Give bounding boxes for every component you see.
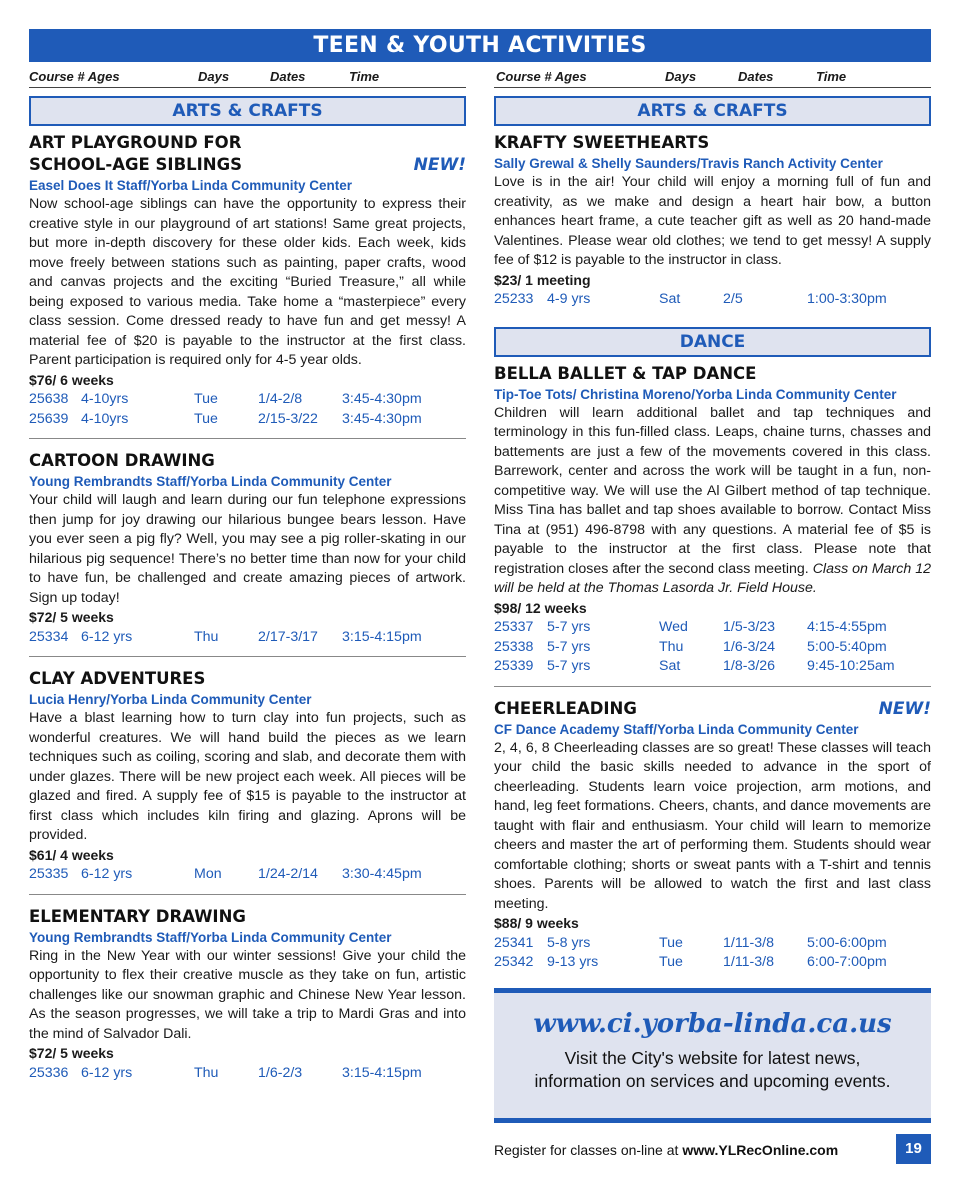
course-title: CARTOON DRAWING: [29, 451, 215, 470]
course-price: $23/ 1 meeting: [494, 271, 591, 288]
session-row: 25338 5-7 yrs Thu 1/6-3/24 5:00-5:40pm: [494, 638, 887, 655]
course-description: Ring in the New Year with our winter sessions! Give your child the opportunity to flex their creative muscle as they take on fun, artistic challenges like our snowman graphic and Chinese New Year lesson. As the season progresses, we will take a trip to Mardi Gras and into the mind of Salvador Dali.: [29, 947, 466, 1042]
course-clay-adventures: [29, 656, 466, 885]
course-instructor: Sally Grewal & Shelly Saunders/Travis Ranch Activity Center: [494, 156, 883, 171]
course-description: Now school-age siblings can have the opportunity to express their creative style in our playground of art stations! Same great projects, but more in-depth discovery for these older kids. Each week, kids move freely between stations such as painting, paper crafts, wood and canvas projects and the exciting “Buried Treasure,” all while being exposed to various media. Take home a “masterpiece” every class session. Come dressed ready to have fun and get messy! A material fee of $20 is payable to the instructor at the first class. Parent participation is required only for 4-5 year olds.: [29, 196, 466, 368]
course-price: $72/ 5 weeks: [29, 1045, 114, 1061]
header-course: Course # Ages: [496, 69, 587, 84]
course-title: ELEMENTARY DRAWING: [29, 906, 246, 926]
course-cheerleading: [494, 686, 931, 973]
header-dates: Dates: [738, 69, 774, 84]
footer-register: Register for classes on-line at www.YLRecOnline.com: [494, 1142, 839, 1158]
course-price: $88/ 9 weeks: [494, 915, 579, 931]
session-row: 25639 4-10yrs Tue 2/15-3/22 3:45-4:30pm: [29, 410, 422, 427]
session-row: 25341 5-8 yrs Tue 1/11-3/8 5:00-6:00pm: [494, 934, 887, 951]
left-column: [29, 66, 466, 1083]
course-instructor: CF Dance Academy Staff/Yorba Linda Community Center: [494, 721, 859, 737]
course-instructor: Lucia Henry/Yorba Linda Community Center: [29, 692, 312, 707]
course-instructor: Tip-Toe Tots/ Christina Moreno/Yorba Linda Community Center: [494, 386, 897, 402]
session-row: 25342 9-13 yrs Tue 1/11-3/8 6:00-7:00pm: [494, 954, 887, 970]
session-row: 25335 6-12 yrs Mon 1/24-2/14 3:30-4:45pm: [29, 866, 422, 882]
page-banner: TEEN & YOUTH ACTIVITIES: [29, 29, 931, 62]
section-arts-crafts: ARTS & CRAFTS: [29, 96, 466, 126]
new-badge: NEW!: [413, 155, 466, 175]
website-text: Visit the City's website for latest news, information on services and upcoming events.: [534, 1048, 891, 1091]
course-price: $72/ 5 weeks: [29, 609, 114, 625]
course-price: $98/ 12 weeks: [494, 599, 587, 616]
header-days: Days: [665, 69, 697, 84]
course-instructor: Young Rembrandts Staff/Yorba Linda Community Center: [29, 474, 392, 489]
column-header: [29, 66, 466, 88]
website-url[interactable]: www.ci.yorba-linda.ca.us: [533, 1009, 892, 1039]
session-row: 25638 4-10yrs Tue 1/4-2/8 3:45-4:30pm: [29, 391, 422, 407]
course-elementary-drawing: [29, 894, 466, 1084]
session-row: 25336 6-12 yrs Thu 1/6-2/3 3:15-4:15pm: [29, 1064, 422, 1081]
course-art-playground: [29, 126, 466, 429]
header-time: Time: [816, 69, 847, 84]
course-bella-ballet: [494, 357, 931, 677]
course-description: Have a blast learning how to turn clay into fun projects, such as wonderful creatures. We will hand build the pieces as we learn techniques such as coiling, scoring and slab, and decorate them with under glazes. There will be new project each week. All pieces will be glazed and fired. A supply fee of $15 is payable to the instructor at first class which includes kiln firing and glazing. Aprons will be provided.: [29, 710, 466, 843]
session-row: 25334 6-12 yrs Thu 2/17-3/17 3:15-4:15pm: [29, 628, 422, 645]
course-price: $76/ 6 weeks: [29, 371, 114, 388]
course-title: CLAY ADVENTURES: [29, 669, 206, 688]
column-header: [494, 66, 931, 88]
course-title: KRAFTY SWEETHEARTS: [494, 133, 710, 152]
header-time: Time: [349, 69, 380, 84]
course-title: CHEERLEADING NEW!: [494, 698, 931, 719]
new-badge: NEW!: [878, 698, 931, 719]
course-title: ART PLAYGROUND FOR SCHOOL-AGE SIBLINGS NEW!: [29, 133, 466, 175]
session-row: 25233 4-9 yrs Sat 2/5 1:00-3:30pm: [494, 291, 887, 307]
course-instructor: Young Rembrandts Staff/Yorba Linda Community Center: [29, 929, 392, 945]
website-promo: [494, 988, 931, 1123]
course-instructor: Easel Does It Staff/Yorba Linda Community Center: [29, 178, 353, 193]
section-dance: DANCE: [494, 327, 931, 357]
header-days: Days: [198, 69, 230, 84]
header-dates: Dates: [270, 69, 306, 84]
course-description: Love is in the air! Your child will enjoy a morning full of fun and creativity, as we make and design a heart hair bow, a button enhances heart frame, a cute teacher gift as well as 20 hand-made Valentines. Please wear old clothes; we tend to get messy! A supply fee of $12 is payable to the instructor in class.: [494, 174, 931, 268]
session-row: 25339 5-7 yrs Sat 1/8-3/26 9:45-10:25am: [494, 658, 895, 674]
footer-link[interactable]: www.YLRecOnline.com: [682, 1142, 839, 1158]
session-row: 25337 5-7 yrs Wed 1/5-3/23 4:15-4:55pm: [494, 619, 887, 635]
right-column: [494, 66, 931, 973]
page-number: 19: [896, 1134, 931, 1164]
course-price: $61/ 4 weeks: [29, 846, 114, 863]
course-cartoon-drawing: [29, 438, 466, 647]
course-description: Children will learn additional ballet and tap techniques and terminology in this fun-filled class. Leaps, chaine turns, chasses and battements are just a few of the movements covered in this class. Barrework, center and across the work will be taught in a fun, non-competitive way. We will use the Al Gilbert method of tap technique. Miss Tina has ballet and tap shoes available to borrow. Contact Miss Tina at (951) 496-8798 with any questions. A material fee of $5 is payable to the instructor at the first class. Please note that registration closes after the second class meeting. Class on March 12 will be held at the Thomas Lasorda Jr. Field House.: [494, 404, 932, 596]
section-arts-crafts: ARTS & CRAFTS: [494, 96, 931, 126]
course-description: 2, 4, 6, 8 Cheerleading classes are so great! These classes will teach your child the basic skills needed to advance in the sport of cheerleading. Students learn voice projection, arm motions, and hand, leg feet formations. Cheers, chants, and dance movements are taught with flair and enthusiasm. Your child will learn to memorize cheers and master the art of performing them. Students should wear comfortable clothing; shorts or sweat pants with a T-shirt and tennis shoes. Parents will be allowed to watch the first and last class meeting.: [494, 739, 931, 912]
course-description: Your child will laugh and learn during our fun telephone expressions then jump for joy drawing our hilarious bungee bears lesson. Have you ever seen a pig fly? Well, you may see a pig roller-skating in our hilarious pig sequence! There’s no better time than now for your child to have fun, be challenged and create amazing pieces of artwork. Sign up today!: [29, 492, 466, 606]
course-krafty-sweethearts: [494, 126, 931, 310]
header-course: Course # Ages: [29, 69, 120, 84]
course-title: BELLA BALLET & TAP DANCE: [494, 363, 757, 383]
